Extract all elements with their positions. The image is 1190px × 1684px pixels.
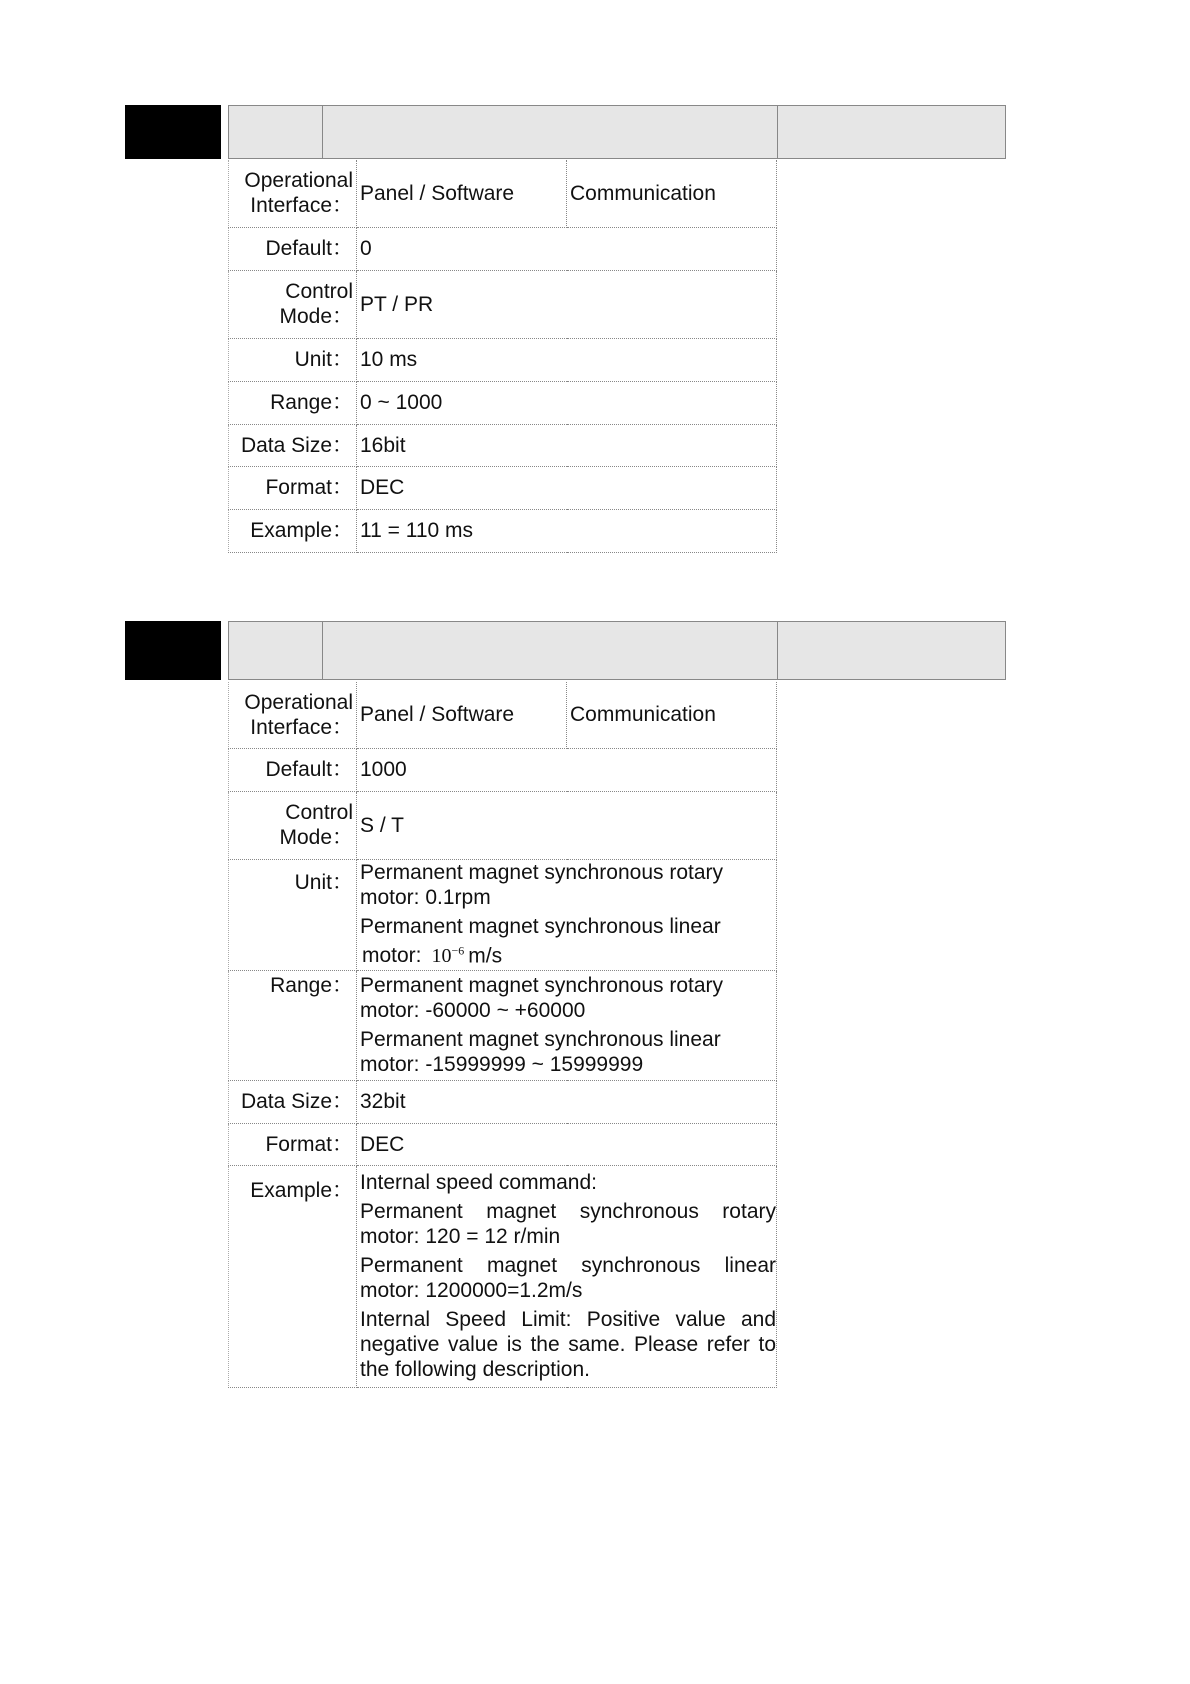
label-operational-interface [229, 160, 357, 227]
row-data-size [229, 424, 777, 466]
row-default [229, 227, 777, 270]
range-linear: Permanent magnet synchronous linear motor: -15999999 ~ 15999999 [360, 1028, 721, 1076]
unit-linear-base: 10 [431, 945, 452, 968]
parameter-spec-table [228, 682, 777, 1388]
row-range [229, 381, 777, 424]
value-range: 0 ~ 1000 [357, 381, 777, 424]
parameter-code-tab [125, 621, 221, 680]
value-control-mode: PT / PR [357, 270, 777, 338]
label-unit-text: Unit： [294, 870, 353, 894]
value-default: 1000 [357, 748, 777, 791]
label-line: Control [285, 280, 353, 303]
value-data-size: 16bit [357, 424, 777, 466]
value-example [357, 1165, 777, 1387]
label-line: Interface： [250, 715, 353, 739]
label-line: Operational [244, 169, 353, 193]
label-data-size: Data Size： [229, 424, 357, 466]
value-interface-communication: Communication [567, 160, 777, 227]
label-line: Operational [244, 690, 353, 714]
value-data-size: 32bit [357, 1080, 777, 1123]
row-range [229, 970, 777, 1080]
label-range: Range： [229, 381, 357, 424]
unit-linear-power [432, 945, 465, 967]
label-range-text: Range： [270, 973, 353, 997]
label-operational-interface [229, 682, 357, 748]
label-control-mode [229, 791, 357, 859]
label-default: Default： [229, 227, 357, 270]
unit-linear-exponent: −6 [451, 943, 465, 958]
header-cell-name [322, 622, 778, 679]
unit-linear-prefix: Permanent magnet synchronous linear [360, 914, 721, 938]
value-format: DEC [357, 466, 777, 509]
row-format [229, 1123, 777, 1165]
label-format: Format： [229, 1123, 357, 1165]
unit-linear-motor: motor: [362, 944, 422, 968]
header-cell-name [322, 106, 778, 158]
label-unit: Unit： [229, 338, 357, 381]
example-line-4: Internal Speed Limit: Positive value and negative value is the same. Please refer to the following description. [360, 1307, 776, 1381]
range-rotary: Permanent magnet synchronous rotary motor: -60000 ~ +60000 [360, 974, 724, 1022]
label-data-size: Data Size： [229, 1080, 357, 1123]
row-unit [229, 338, 777, 381]
row-control-mode [229, 791, 777, 859]
value-unit [357, 859, 777, 970]
example-line-1: Internal speed command: [360, 1170, 597, 1194]
label-line: Mode： [279, 305, 353, 328]
header-cell-address [229, 106, 323, 158]
row-data-size [229, 1080, 777, 1123]
example-line-2: Permanent magnet synchronous rotary motor: 120 = 12 r/min [360, 1199, 776, 1248]
row-example [229, 1165, 777, 1387]
value-unit: 10 ms [357, 338, 777, 381]
label-example: Example： [229, 509, 357, 552]
row-default [229, 748, 777, 791]
row-example [229, 509, 777, 552]
parameter-header-bar [228, 621, 1006, 680]
unit-rotary: Permanent magnet synchronous rotary motor: 0.1rpm [360, 860, 724, 909]
row-operational-interface [229, 160, 777, 227]
row-unit [229, 859, 777, 970]
row-format [229, 466, 777, 509]
value-interface-panel: Panel / Software [357, 682, 567, 748]
value-example: 11 = 110 ms [357, 509, 777, 552]
value-control-mode: S / T [357, 791, 777, 859]
label-default: Default： [229, 748, 357, 791]
label-example-text: Example： [250, 1178, 353, 1202]
value-default: 0 [357, 227, 777, 270]
value-interface-panel: Panel / Software [357, 160, 567, 227]
label-range [229, 970, 357, 1080]
label-line: Control [285, 801, 353, 824]
label-line: Interface： [250, 194, 353, 218]
label-control-mode [229, 270, 357, 338]
example-line-3: Permanent magnet synchronous linear motor: 1200000=1.2m/s [360, 1253, 776, 1302]
value-interface-communication: Communication [567, 682, 777, 748]
label-format: Format： [229, 466, 357, 509]
parameter-code-tab [125, 105, 221, 159]
value-format: DEC [357, 1123, 777, 1165]
unit-linear-suffix: m/s [468, 944, 503, 968]
row-control-mode [229, 270, 777, 338]
unit-linear [360, 914, 776, 970]
parameter-spec-table [228, 160, 777, 553]
row-operational-interface [229, 682, 777, 748]
value-range [357, 970, 777, 1080]
label-unit [229, 859, 357, 970]
header-cell-address [229, 622, 323, 679]
label-example [229, 1165, 357, 1387]
label-line: Mode： [279, 826, 353, 849]
parameter-header-bar [228, 105, 1006, 159]
